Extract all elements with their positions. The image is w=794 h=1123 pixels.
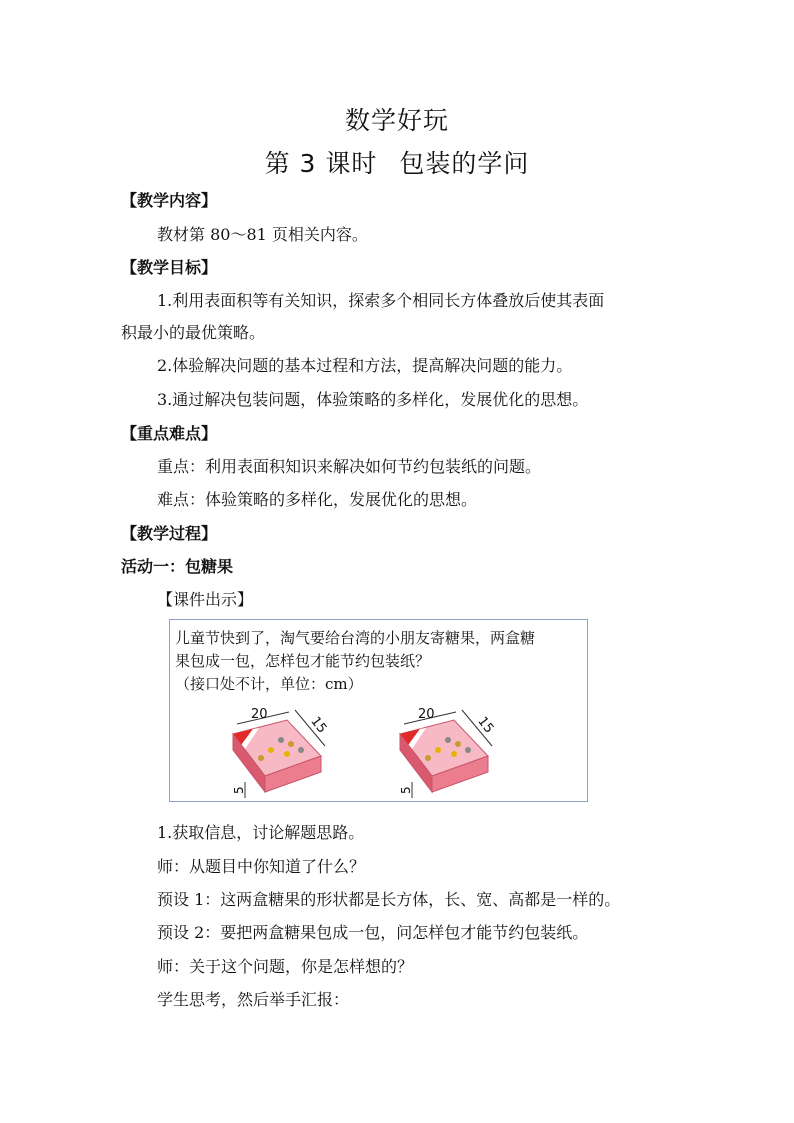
teacher-question-1: 师：从题目中你知道了什么？ <box>157 857 366 876</box>
candy-box-illustration <box>225 704 345 800</box>
goal-2: 2.体验解决问题的基本过程和方法，提高解决问题的能力。 <box>157 356 573 375</box>
lesson-topic: 包装的学问 <box>399 149 530 178</box>
lesson-number: 第 3 课时 <box>264 149 378 178</box>
heading-teaching-content: 【教学内容】 <box>121 191 218 210</box>
problem-line-3: （接口处不计，单位：cm） <box>175 675 363 693</box>
preset-1: 预设 1：这两盒糖果的形状都是长方体，长、宽、高都是一样的。 <box>157 890 621 909</box>
goal-1-line-1: 1.利用表面积等有关知识，探索多个相同长方体叠放后使其表面 <box>157 291 605 310</box>
page-subtitle <box>0 144 794 180</box>
preset-2: 预设 2：要把两盒糖果包成一包，问怎样包才能节约包装纸。 <box>157 923 589 942</box>
dim-width: 15 <box>307 714 330 737</box>
candy-box-illustration <box>392 704 512 800</box>
key-point: 重点：利用表面积知识来解决如何节约包装纸的问题。 <box>157 457 542 476</box>
dim-length: 20 <box>251 707 268 722</box>
dim-height: 5 <box>399 786 413 794</box>
dim-length: 20 <box>418 707 435 722</box>
dim-height: 5 <box>232 786 246 794</box>
student-response: 学生思考，然后举手汇报： <box>157 990 350 1009</box>
courseware-label: 【课件出示】 <box>157 590 254 609</box>
teaching-content-text: 教材第 80～81 页相关内容。 <box>157 225 368 244</box>
goal-3: 3.通过解决包装问题，体验策略的多样化，发展优化的思想。 <box>157 390 589 409</box>
page-title: 数学好玩 <box>344 106 449 135</box>
dim-width: 15 <box>474 714 497 737</box>
heading-teaching-goals: 【教学目标】 <box>121 258 218 277</box>
heading-key-points: 【重点难点】 <box>121 424 218 443</box>
problem-line-1: 儿童节快到了，淘气要给台湾的小朋友寄糖果，两盒糖 <box>175 629 536 647</box>
difficult-point: 难点：体验策略的多样化，发展优化的思想。 <box>157 490 478 509</box>
activity-1-title: 活动一：包糖果 <box>121 557 234 576</box>
goal-1-line-2: 积最小的最优策略。 <box>121 323 266 342</box>
step-1: 1.获取信息，讨论解题思路。 <box>157 823 365 842</box>
problem-line-2: 果包成一包，怎样包才能节约包装纸？ <box>175 652 431 670</box>
heading-teaching-process: 【教学过程】 <box>121 524 218 543</box>
teacher-question-2: 师：关于这个问题，你是怎样想的？ <box>157 957 414 976</box>
problem-box <box>169 619 588 802</box>
